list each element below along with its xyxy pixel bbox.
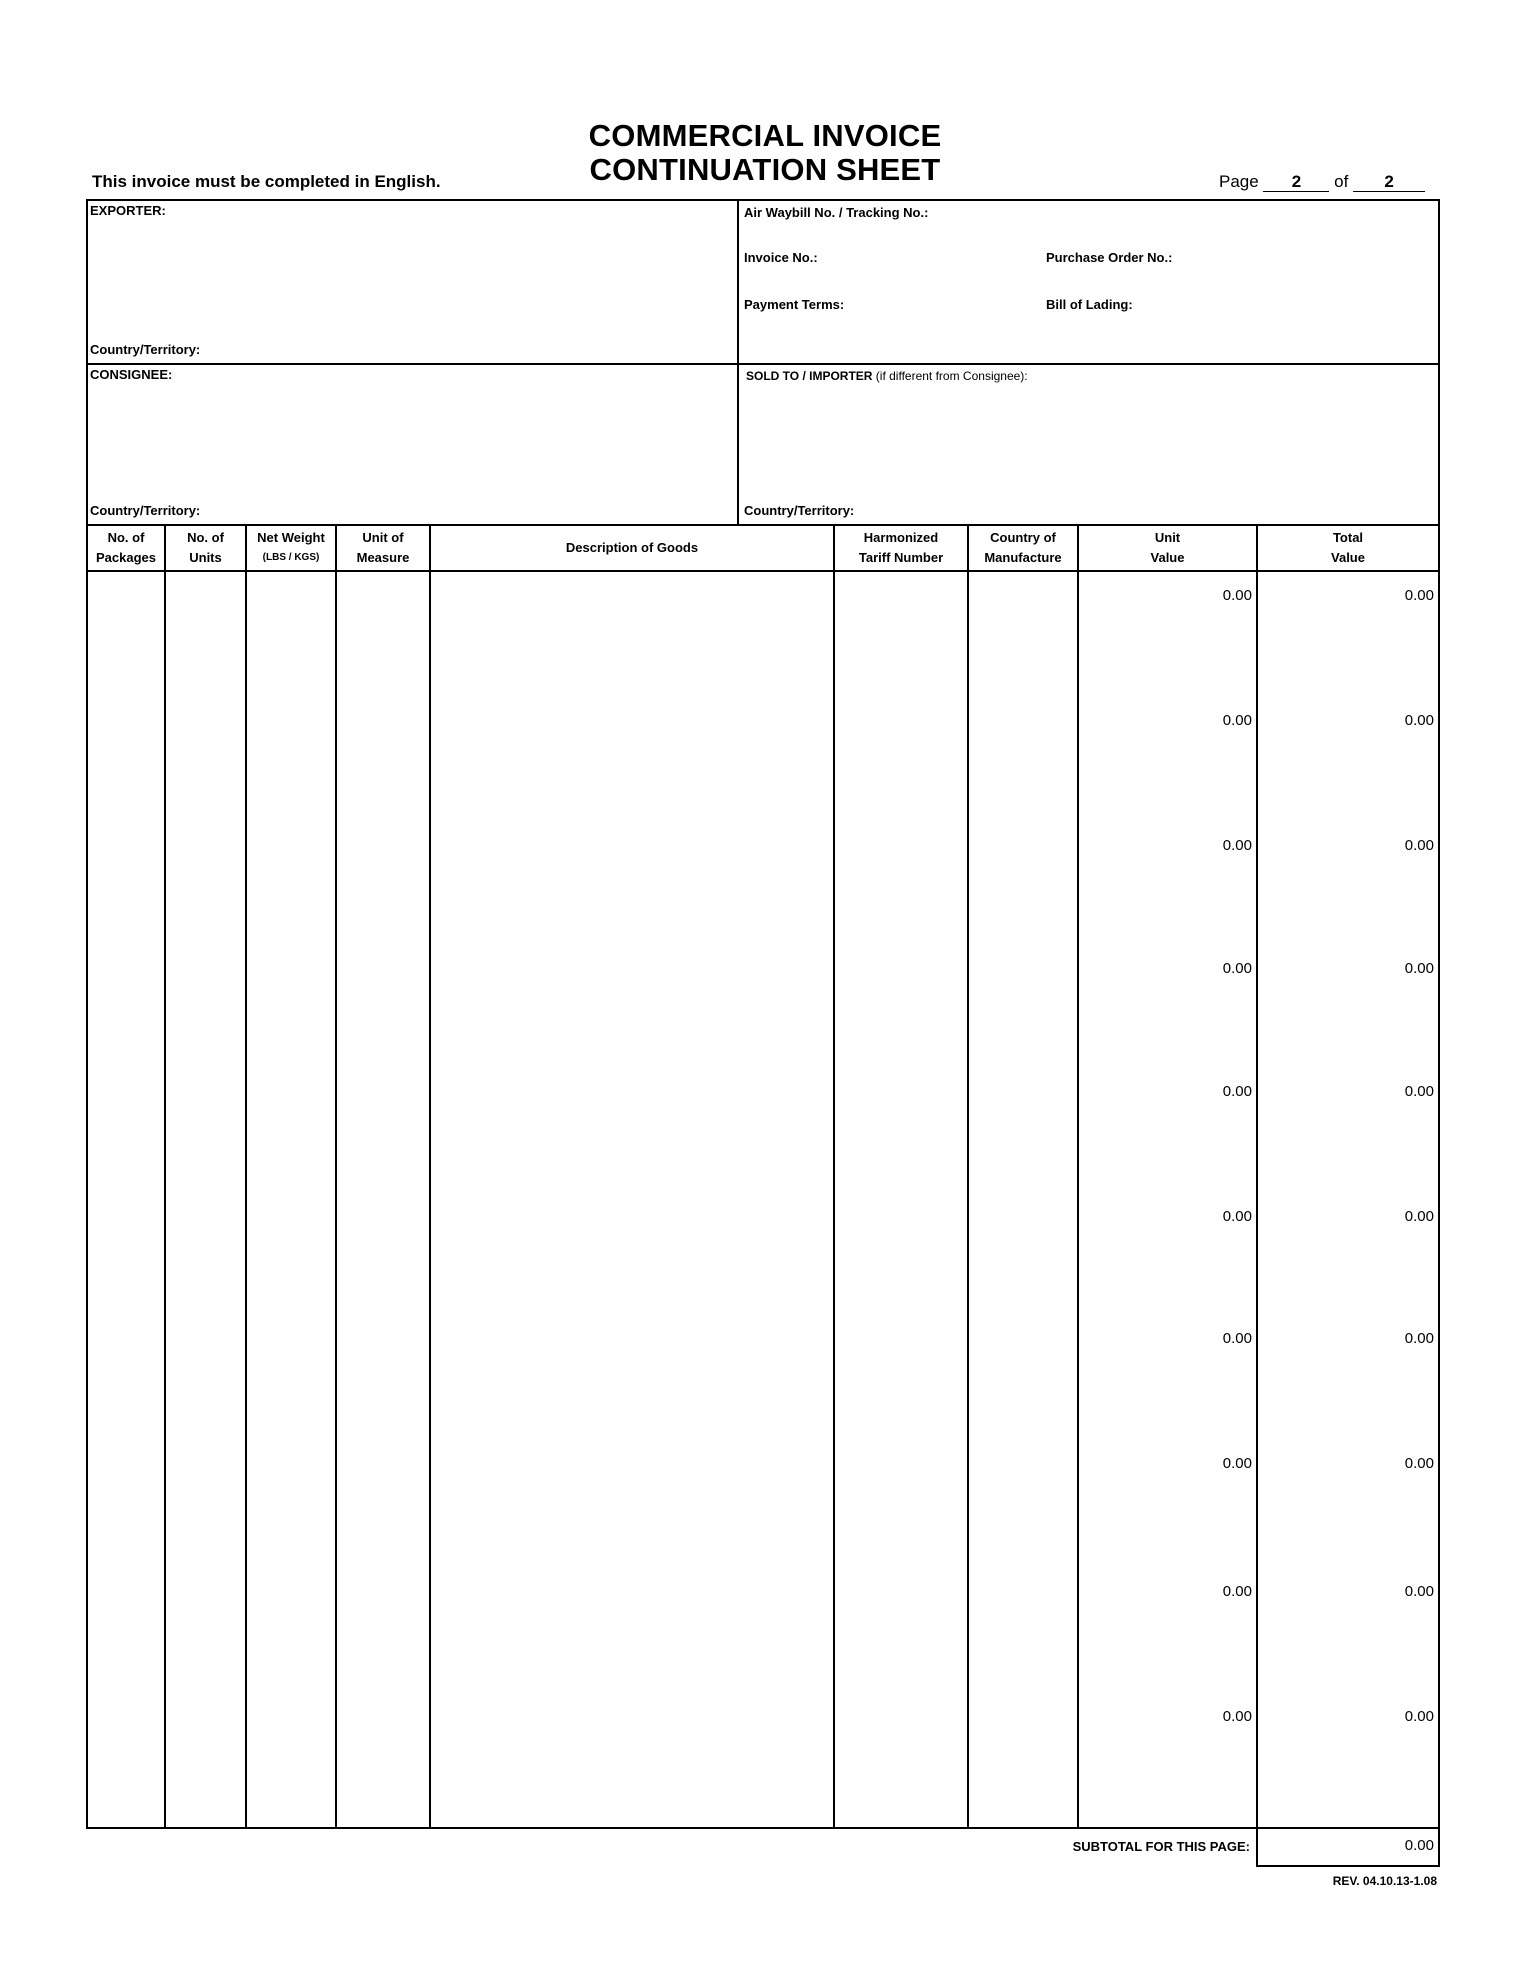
revision-label: REV. 04.10.13-1.08 [1332,1874,1437,1888]
total-value-cell[interactable]: 0.00 [1404,1208,1434,1225]
total-value-cell[interactable]: 0.00 [1404,1583,1434,1600]
total-value-cell[interactable]: 0.00 [1404,1083,1434,1100]
air-waybill-label: Air Waybill No. / Tracking No.: [744,205,929,220]
total-value-cell[interactable]: 0.00 [1404,960,1434,977]
col-header-country-of-manufacture [969,527,1077,569]
col-header-line2: Manufacture [984,550,1062,565]
column-divider [967,524,969,1828]
col-header-line2: Value [1331,550,1365,565]
col-header-line2: Tariff Number [858,550,944,565]
column-divider [429,524,431,1828]
col-header-line1: No. of [107,530,145,545]
col-header-line1: Harmonized [863,530,939,545]
sold-to-field[interactable] [744,388,1434,496]
table-header-divider [86,570,1440,572]
of-label: of [1334,172,1349,191]
sold-to-label-note: (if different from Consignee): [872,369,1028,383]
col-header-line1: Total [1332,530,1364,545]
column-divider [833,524,835,1828]
unit-value-cell[interactable]: 0.00 [1222,960,1252,977]
total-value-cell[interactable]: 0.00 [1404,837,1434,854]
col-header-unit-of-measure [337,527,429,569]
col-header-tariff-number [835,527,967,569]
exporter-field[interactable] [90,222,730,332]
unit-value-cell[interactable]: 0.00 [1222,1583,1252,1600]
col-header-unit-value [1079,527,1256,569]
column-divider [245,524,247,1828]
unit-value-cell[interactable]: 0.00 [1222,1455,1252,1472]
total-value-cell[interactable]: 0.00 [1404,1708,1434,1725]
consignee-field[interactable] [90,386,730,496]
column-divider [335,524,337,1828]
column-divider [1077,524,1079,1828]
col-header-packages [88,527,164,569]
col-header-line1: Unit [1154,530,1181,545]
total-value-cell[interactable]: 0.00 [1404,1330,1434,1347]
sold-to-label-main: SOLD TO / IMPORTER [746,369,873,383]
page-total-field[interactable]: 2 [1353,172,1425,192]
subtotal-value: 0.00 [1404,1837,1434,1854]
consignee-country-label: Country/Territory: [90,503,201,518]
col-header-line1: Net Weight [257,530,325,545]
col-header-line1: Country of [990,530,1056,545]
english-note: This invoice must be completed in English. [92,172,441,191]
page-number-field[interactable]: 2 [1263,172,1329,192]
column-divider [1256,524,1258,1866]
sold-to-label [746,369,1028,383]
purchase-order-label: Purchase Order No.: [1046,250,1173,265]
unit-value-cell[interactable]: 0.00 [1222,837,1252,854]
col-header-line2: (LBS / KGS) [262,552,320,563]
col-header-line2: Measure [356,550,410,565]
unit-value-cell[interactable]: 0.00 [1222,1083,1252,1100]
col-header-line2: Packages [96,550,156,565]
col-header-description [431,527,833,569]
page-indicator [1219,172,1425,192]
col-header-line2: Units [189,550,222,565]
exporter-country-label: Country/Territory: [90,342,201,357]
total-value-cell[interactable]: 0.00 [1404,587,1434,604]
consignee-label: CONSIGNEE: [90,367,173,382]
document-title-line1: COMMERCIAL INVOICE [588,118,942,153]
bill-of-lading-label: Bill of Lading: [1046,297,1133,312]
document-title-line2: CONTINUATION SHEET [589,152,941,187]
unit-value-cell[interactable]: 0.00 [1222,587,1252,604]
sold-to-country-label: Country/Territory: [744,503,855,518]
exporter-label: EXPORTER: [90,203,166,218]
payment-terms-label: Payment Terms: [744,297,845,312]
col-header-units [166,527,245,569]
total-value-cell[interactable]: 0.00 [1404,712,1434,729]
section-divider [86,363,1440,365]
col-header-net-weight [247,527,335,569]
col-header-line1: Description of Goods [565,540,699,555]
col-header-line2: Value [1150,550,1185,565]
column-divider [164,524,166,1828]
unit-value-cell[interactable]: 0.00 [1222,1330,1252,1347]
unit-value-cell[interactable]: 0.00 [1222,712,1252,729]
page-label: Page [1219,172,1259,191]
unit-value-cell[interactable]: 0.00 [1222,1208,1252,1225]
total-value-cell[interactable]: 0.00 [1404,1455,1434,1472]
invoice-no-label: Invoice No.: [744,250,818,265]
col-header-line1: Unit of [362,530,404,545]
col-header-total-value [1258,527,1438,569]
unit-value-cell[interactable]: 0.00 [1222,1708,1252,1725]
subtotal-label: SUBTOTAL FOR THIS PAGE: [1072,1839,1250,1854]
col-header-line1: No. of [187,530,224,545]
